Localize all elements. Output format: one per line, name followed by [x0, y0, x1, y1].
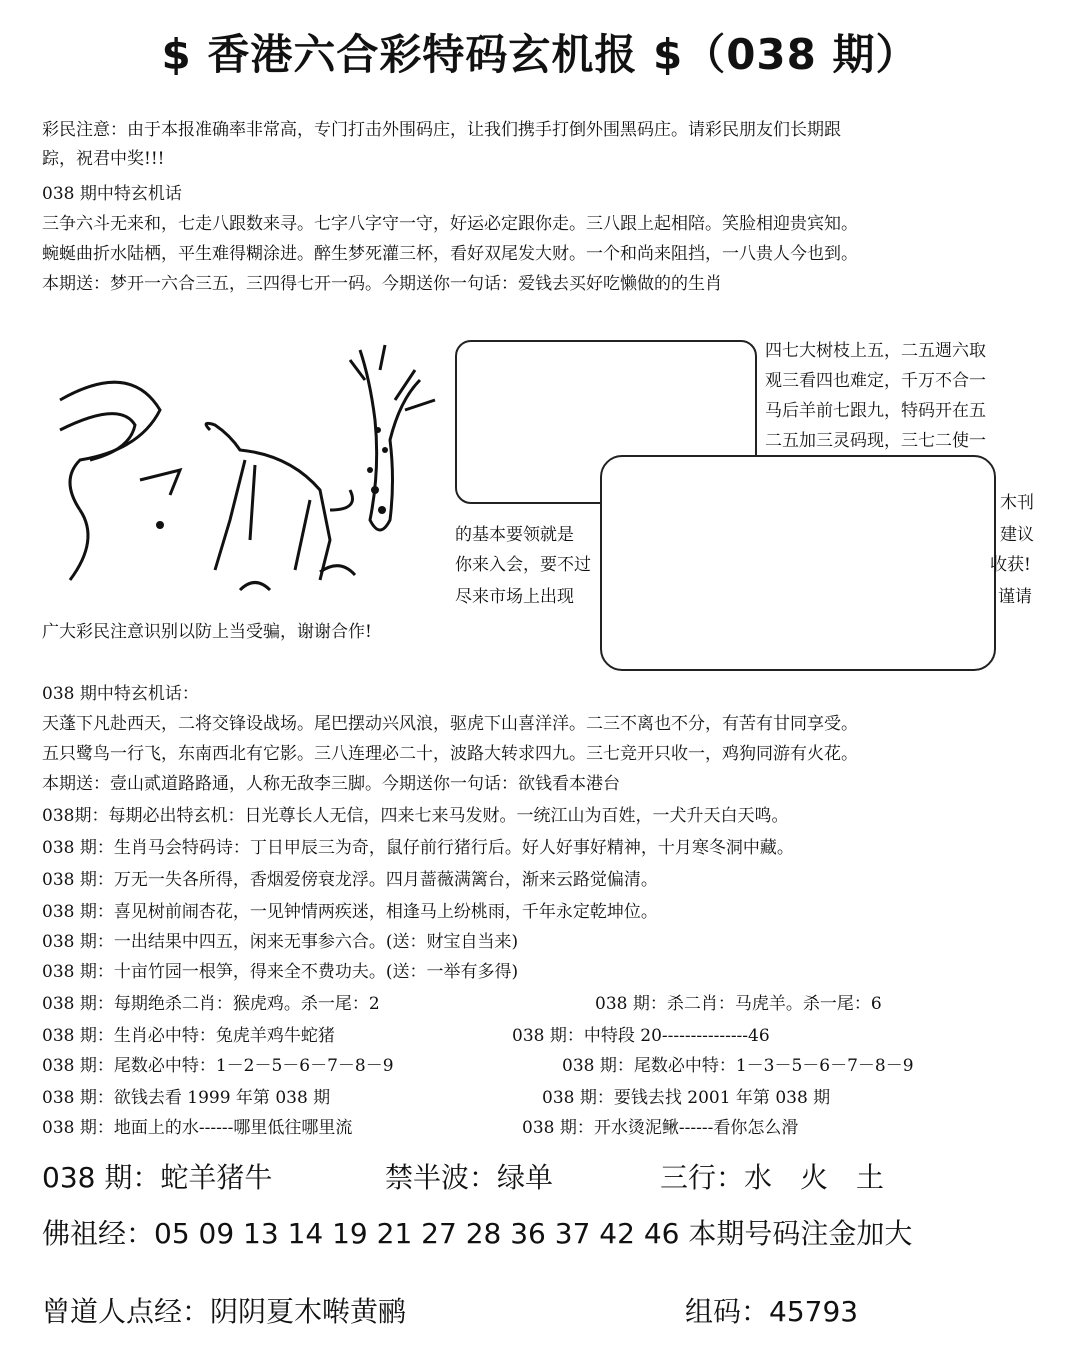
section2-header: 038 期中特玄机话： — [42, 684, 199, 704]
pair-left-1: 038 期：每期绝杀二肖：猴虎鸡。杀一尾：2 — [42, 994, 380, 1014]
side-text-1: 四七大树枝上五，二五週六取 — [765, 341, 986, 361]
pair-right-2: 038 期：中特段 20---------------46 — [512, 1026, 770, 1046]
side-text-3: 马后羊前七跟九，特码开在五 — [765, 401, 986, 421]
section1-line-1: 三争六斗无来和，七走八跟数来寻。七字八字守一守，好运必定跟你走。三八跟上起相陪。笑脸相迎贵宾知。 — [42, 214, 858, 234]
pair-right-4: 038 期：要钱去找 2001 年第 038 期 — [542, 1088, 831, 1108]
promo-box-right — [600, 455, 996, 671]
section2-line-4: 038期：每期必出特玄机：日光尊长人无信，四来七来马发财。一统江山为百姓，一犬升天白天鸣。 — [42, 806, 789, 826]
three-elements: 三行：水 火 土 — [660, 1161, 885, 1194]
pair-right-3: 038 期：尾数必中特：1－3－5－6－7－8－9 — [562, 1056, 914, 1076]
mid-right-2: 收获! — [990, 555, 1031, 575]
section1-line-2: 蜿蜒曲折水陆栖，平生难得糊涂进。醉生梦死灌三杯，看好双尾发大财。一个和尚来阻挡，一八贵人今也到。 — [42, 244, 858, 264]
zodiac-summary: 038 期：蛇羊猪牛 — [42, 1161, 273, 1194]
section1-line-3: 本期送：梦开一六合三五，三四得七开一码。今期送你一句话：爱钱去买好吃懒做的的生肖 — [42, 274, 722, 294]
pair-right-1: 038 期：杀二肖：马虎羊。杀一尾：6 — [595, 994, 882, 1014]
buddha-scripture: 佛祖经：05 09 13 14 19 21 27 28 36 37 42 46 本期号码注金加大 — [42, 1217, 913, 1250]
mid-right-3: 谨请 — [998, 587, 1032, 607]
daoist-verse: 曾道人点经：阴阴夏木啭黄鹂 — [42, 1295, 407, 1328]
section2-line-6: 038 期：万无一失各所得，香烟爱傍衰龙浮。四月蔷薇满篱台，渐来云路觉偏清。 — [42, 870, 658, 890]
section2-line-8: 038 期：一出结果中四五，闲来无事参六合。(送：财宝自当来) — [42, 932, 519, 952]
group-code: 组码：45793 — [685, 1295, 859, 1328]
warning-text: 广大彩民注意识别以防上当受骗，谢谢合作! — [42, 622, 372, 642]
section2-line-3: 本期送：壹山贰道路路通，人称无敌李三脚。今期送你一句话：欲钱看本港台 — [42, 774, 620, 794]
mid-right-1: 建议 — [1000, 525, 1034, 545]
mid-left-1: 的基本要领就是 — [455, 525, 574, 545]
section2-line-7: 038 期：喜见树前闹杏花，一见钟情两疾迷，相逢马上纷桃雨，千年永定乾坤位。 — [42, 902, 658, 922]
section2-line-1: 天蓬下凡赴西天，二将交锋设战场。尾巴摆动兴风浪，驱虎下山喜洋洋。二三不离也不分，有苦有甘同享受。 — [42, 714, 858, 734]
notice-line-1: 彩民注意：由于本报准确率非常高，专门打击外围码庄，让我们携手打倒外围黑码庄。请彩民朋友们长期跟 — [42, 120, 841, 140]
notice-line-2: 踪，祝君中奖!!! — [42, 149, 165, 169]
ban-wave: 禁半波：绿单 — [385, 1161, 554, 1194]
section2-line-2: 五只鹭鸟一行飞，东南西北有它影。三八连理必二十，波路大转求四九。三七竞开只收一，鸡狗同游有火花。 — [42, 744, 858, 764]
page-title: $ 香港六合彩特码玄机报 $（038 期） — [161, 30, 919, 79]
dog-tree-illustration — [40, 340, 450, 610]
pair-left-4: 038 期：欲钱去看 1999 年第 038 期 — [42, 1088, 331, 1108]
mid-left-3: 尽来市场上出现 — [455, 587, 574, 607]
pair-left-3: 038 期：尾数必中特：1－2－5－6－7－8－9 — [42, 1056, 394, 1076]
side-text-4: 二五加三灵码现，三七二使一 — [765, 431, 986, 451]
side-text-2: 观三看四也难定，千万不合一 — [765, 371, 986, 391]
mid-right-top: 木刊 — [1000, 493, 1034, 513]
pair-left-5: 038 期：地面上的水------哪里低往哪里流 — [42, 1118, 353, 1138]
section2-line-9: 038 期：十亩竹园一根笋，得来全不费功夫。(送：一举有多得) — [42, 962, 519, 982]
section1-header: 038 期中特玄机话 — [42, 184, 182, 204]
mid-left-2: 你来入会，要不过 — [455, 555, 591, 575]
pair-left-2: 038 期：生肖必中特：兔虎羊鸡牛蛇猪 — [42, 1026, 335, 1046]
pair-right-5: 038 期：开水烫泥鳅------看你怎么滑 — [522, 1118, 799, 1138]
section2-line-5: 038 期：生肖马会特码诗：丁日甲辰三为奇，鼠仔前行猪行后。好人好事好精神，十月寒冬洞中藏。 — [42, 838, 794, 858]
